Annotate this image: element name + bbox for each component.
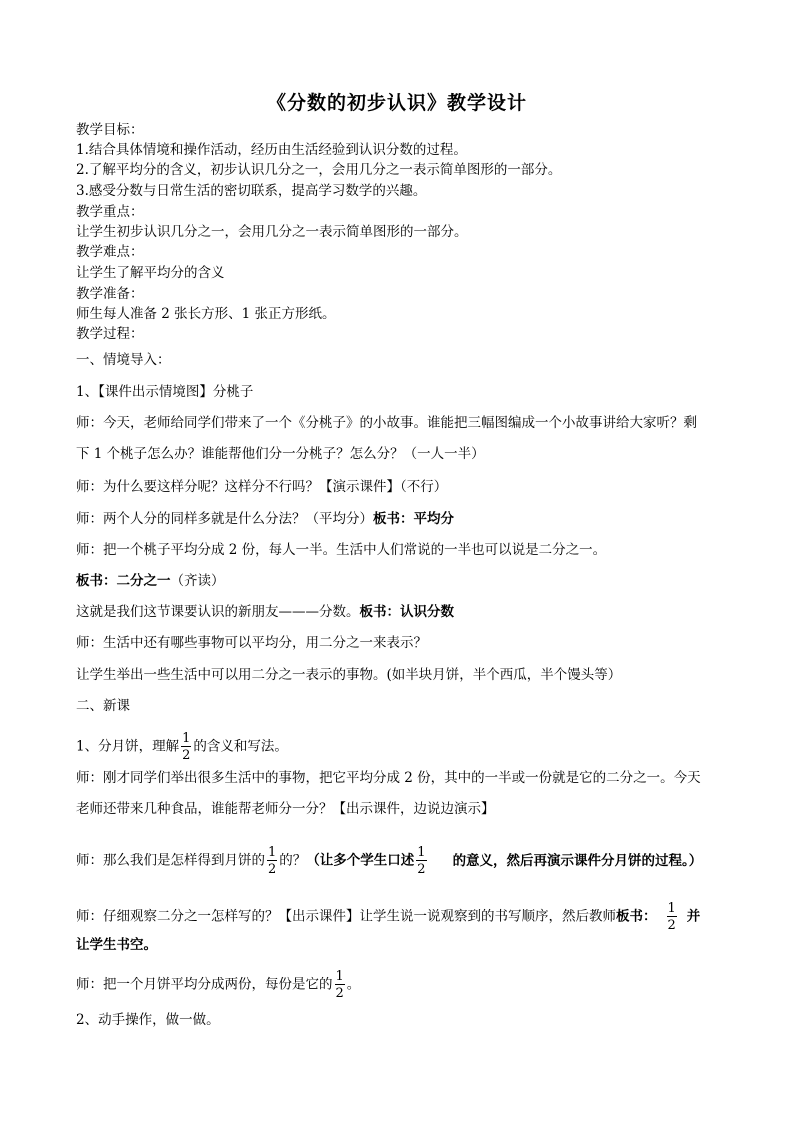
prep-text: 师生每人准备 2 张长方形、1 张正方形纸。 — [76, 306, 336, 322]
paragraph-1a: 师：今天，老师给同学们带来了一个《分桃子》的小故事。谁能把三幅图编成一个小故事讲给大家听？剩 — [76, 415, 697, 431]
fraction-one-half — [335, 970, 345, 1000]
paragraph-4: 师：把一个桃子平均分成 2 份，每人一半。生活中人们常说的一半也可以说是二分之一。 — [76, 542, 607, 558]
paragraph-3-text: 师：两个人分的同样多就是什么分法？（平均分） — [76, 511, 373, 527]
paragraph-11-and: 并 — [686, 908, 701, 925]
goal-2: 2.了解平均分的含义，初步认识几分之一，会用几分之一表示简单图形的一部分。 — [76, 162, 562, 178]
paragraph-9b: 老师还带来几种食品，谁能帮老师分一分？【出示课件，边说边演示】 — [76, 801, 495, 817]
paragraph-3 — [76, 509, 454, 529]
fraction-denominator: 2 — [417, 862, 426, 877]
fraction-one-half — [181, 732, 191, 762]
key-heading: 教学重点： — [76, 204, 144, 220]
fraction-numerator: 1 — [667, 901, 676, 916]
page-title: 《分数的初步认识》教学设计 — [266, 92, 527, 114]
paragraph-6 — [76, 602, 454, 622]
paragraph-9a: 师：刚才同学们举出很多生活中的事物，把它平均分成 2 份，其中的一半或一份就是它的二分之一。今天 — [76, 770, 701, 786]
fraction-one-half — [267, 846, 277, 876]
paragraph-10-bold-1: （让多个学生口述 — [306, 852, 415, 869]
board-note-average: 板书：平均分 — [373, 511, 454, 527]
paragraph-10 — [76, 846, 702, 876]
paragraph-11-pre: 师：仔细观察二分之一怎样写的？【出示课件】让学生说一说观察到的书写顺序，然后教师 — [76, 908, 616, 925]
fraction-denominator: 2 — [335, 986, 344, 1001]
paragraph-6-text: 这就是我们这节课要认识的新朋友———分数。 — [76, 604, 360, 620]
paragraph-10-bold-2: 的意义，然后再演示课件分月饼的过程。） — [452, 852, 703, 869]
process-heading: 教学过程： — [76, 326, 144, 342]
fraction-denominator: 2 — [268, 862, 277, 877]
board-note-half: 板书：二分之一 — [76, 573, 171, 589]
paragraph-8: 让学生举出一些生活中可以用二分之一表示的事物。(如半块月饼，半个西瓜，半个馒头等） — [76, 667, 622, 683]
difficulty-heading: 教学难点： — [76, 244, 144, 260]
goals-heading: 教学目标： — [76, 122, 144, 138]
paragraph-2: 师：为什么要这样分呢？这样分不行吗？【演示课件】（不行） — [76, 479, 448, 495]
fraction-numerator: 1 — [417, 845, 426, 860]
key-text: 让学生初步认识几分之一，会用几分之一表示简单图形的一部分。 — [76, 224, 468, 240]
paragraph-12-pre: 师：把一个月饼平均分成两份，每份是它的 — [76, 976, 333, 993]
prep-heading: 教学准备： — [76, 286, 144, 302]
fraction-numerator: 1 — [182, 731, 191, 746]
paragraph-1b: 下 1 个桃子怎么办？谁能帮他们分一分桃子？怎么分？（一人一半） — [76, 446, 485, 462]
fraction-numerator: 1 — [268, 845, 277, 860]
goal-3: 3.感受分数与日常生活的密切联系，提高学习数学的兴趣。 — [76, 183, 427, 199]
paragraph-12-post: 。 — [346, 976, 361, 993]
item-2-post: 的含义和写法。 — [193, 738, 288, 755]
fraction-denominator: 2 — [667, 918, 676, 933]
paragraph-11 — [76, 902, 700, 932]
section-2-heading: 二、新课 — [76, 698, 130, 714]
board-note-fraction: 板书：认识分数 — [359, 604, 454, 620]
difficulty-text: 让学生了解平均分的含义 — [76, 265, 225, 281]
paragraph-5 — [76, 571, 225, 591]
fraction-one-half — [667, 902, 677, 932]
paragraph-10-mid: 的？ — [279, 852, 307, 869]
section-1-heading: 一、情境导入： — [76, 352, 171, 368]
paragraph-5-text: （齐读） — [170, 573, 225, 589]
item-1: 1、【课件出示情境图】分桃子 — [76, 384, 254, 400]
paragraph-12 — [76, 970, 360, 1000]
item-3: 2、动手操作，做一做。 — [76, 1012, 220, 1028]
fraction-denominator: 2 — [182, 748, 191, 763]
goal-1: 1.结合具体情境和操作活动，经历由生活经验到认识分数的过程。 — [76, 142, 467, 158]
item-2 — [76, 732, 288, 762]
board-note-label: 板书： — [616, 908, 657, 925]
item-2-pre: 1、分月饼，理解 — [76, 738, 180, 755]
fraction-numerator: 1 — [335, 969, 344, 984]
paragraph-11b: 让学生书空。 — [76, 937, 157, 953]
fraction-one-half — [416, 846, 426, 876]
paragraph-10-pre: 师：那么我们是怎样得到月饼的 — [76, 852, 265, 869]
paragraph-7: 师：生活中还有哪些事物可以平均分，用二分之一来表示？ — [76, 635, 427, 651]
